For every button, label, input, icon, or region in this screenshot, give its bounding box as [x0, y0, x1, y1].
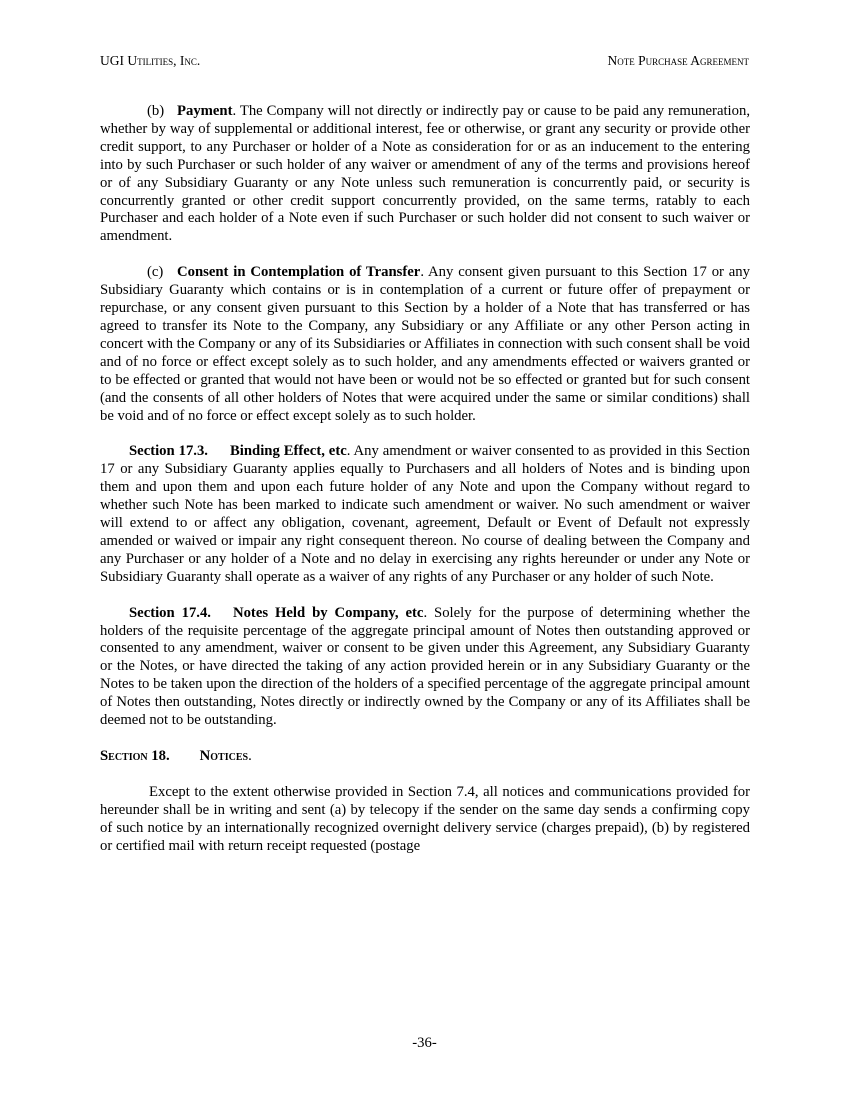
document-body: [100, 103, 750, 874]
paragraph-title: Consent in Contemplation of Transfer: [177, 264, 421, 281]
section-number: Section 17.3.: [129, 443, 208, 460]
paragraph-label: (b): [147, 103, 165, 119]
section-heading-period: .: [248, 748, 252, 764]
section-number: Section 17.4.: [129, 604, 211, 621]
section-heading-number: Section 18.: [100, 748, 170, 764]
paragraph-b-payment: [100, 103, 750, 246]
header-company-name: UGI Utilities, Inc.: [100, 53, 201, 68]
section-text: . Any amendment or waiver consented to as provided in this Section 17 or any Subsidiary Guaranty applies equally to Purchasers and all holders of Notes and is binding upon them and upon them and upon each future holder of any Note and upon the Company without regard to whether such Note has been marked to indicate such amendment or waiver. No such amendment or waiver will extend to or affect any obligation, covenant, agreement, Default or Event of Default not expressly amended or waived or impair any right consequent thereon. No course of dealing between the Company and any Purchaser or any holder of a Note and no delay in exercising any rights hereunder or under any Note or Subsidiary Guaranty shall operate as a waiver of any rights of any Purchaser or any holder of such Note.: [100, 443, 750, 585]
section-18-heading: [100, 748, 750, 766]
section-17-3-binding-effect: [100, 443, 750, 586]
paragraph-text: . Any consent given pursuant to this Section 17 or any Subsidiary Guaranty which contains or is in contemplation of a current or future offer of prepayment or repurchase, or any consent given pursuant to this Section by a holder of a Note that has transferred or has agreed to transfer its Note to the Company, any Subsidiary or any Affiliate or any other Person acting in concert with the Company or any of its Subsidiaries or Affiliates in connection with such consent shall be void and of no force or effect except solely as to such holder, and any amendments effected or waivers granted or to be effected or granted that would not have been or would not be so effected or granted but for such consent (and the consents of all other holders of Notes that were acquired under the same or similar conditions) shall be void and of no force or effect except solely as to such holder.: [100, 264, 750, 424]
section-heading-title: Notices: [199, 748, 249, 764]
section-title: Notes Held by Company, etc: [232, 604, 424, 621]
page-header: [100, 52, 749, 70]
section-title: Binding Effect, etc: [229, 443, 347, 460]
paragraph-title: Payment: [177, 103, 233, 119]
paragraph-c-consent: [100, 264, 750, 425]
page-number: -36-: [412, 1035, 437, 1051]
header-document-title: Note Purchase Agreement: [607, 53, 749, 68]
paragraph-label: (c): [147, 264, 164, 281]
paragraph-text: . The Company will not directly or indirectly pay or cause to be paid any remuneration, whether by way of supplemental or additional interest, fee or otherwise, or grant any security or provide other credit support, to any Purchaser or holder of a Note as consideration for or as an inducement to the entering into by such Purchaser or such holder of any waiver or amendment of any of the terms and provisions hereof or of any Subsidiary Guaranty or any Note unless such remuneration is concurrently paid, or security is concurrently granted or other credit support concurrently provided, on the same terms, ratably to each Purchaser and each holder of a Note even if such Purchaser or such holder did not consent to such waiver or amendment.: [100, 103, 750, 245]
section-text: . Solely for the purpose of determining whether the holders of the requisite percentage of the aggregate principal amount of Notes then outstanding approved or consented to any amendment, waiver or consent to be given under this Agreement, any Subsidiary Guaranty or the Notes, or have directed the taking of any action provided herein or in any Subsidiary Guaranty or the Notes to be taken upon the direction of the holders of a specified percentage of the aggregate principal amount of Notes then outstanding, Notes directly or indirectly owned by the Company or any of its Affiliates shall be deemed not to be outstanding.: [100, 604, 750, 729]
section-17-4-notes-held: [100, 605, 750, 730]
section-18-notices-text: Except to the extent otherwise provided in Section 7.4, all notices and communications provided for hereunder shall be in writing and sent (a) by telecopy if the sender on the same day sends a confirming copy of such notice by an internationally recognized overnight delivery service (charges prepaid), (b) by registered or certified mail with return receipt requested (postage: [100, 783, 750, 854]
